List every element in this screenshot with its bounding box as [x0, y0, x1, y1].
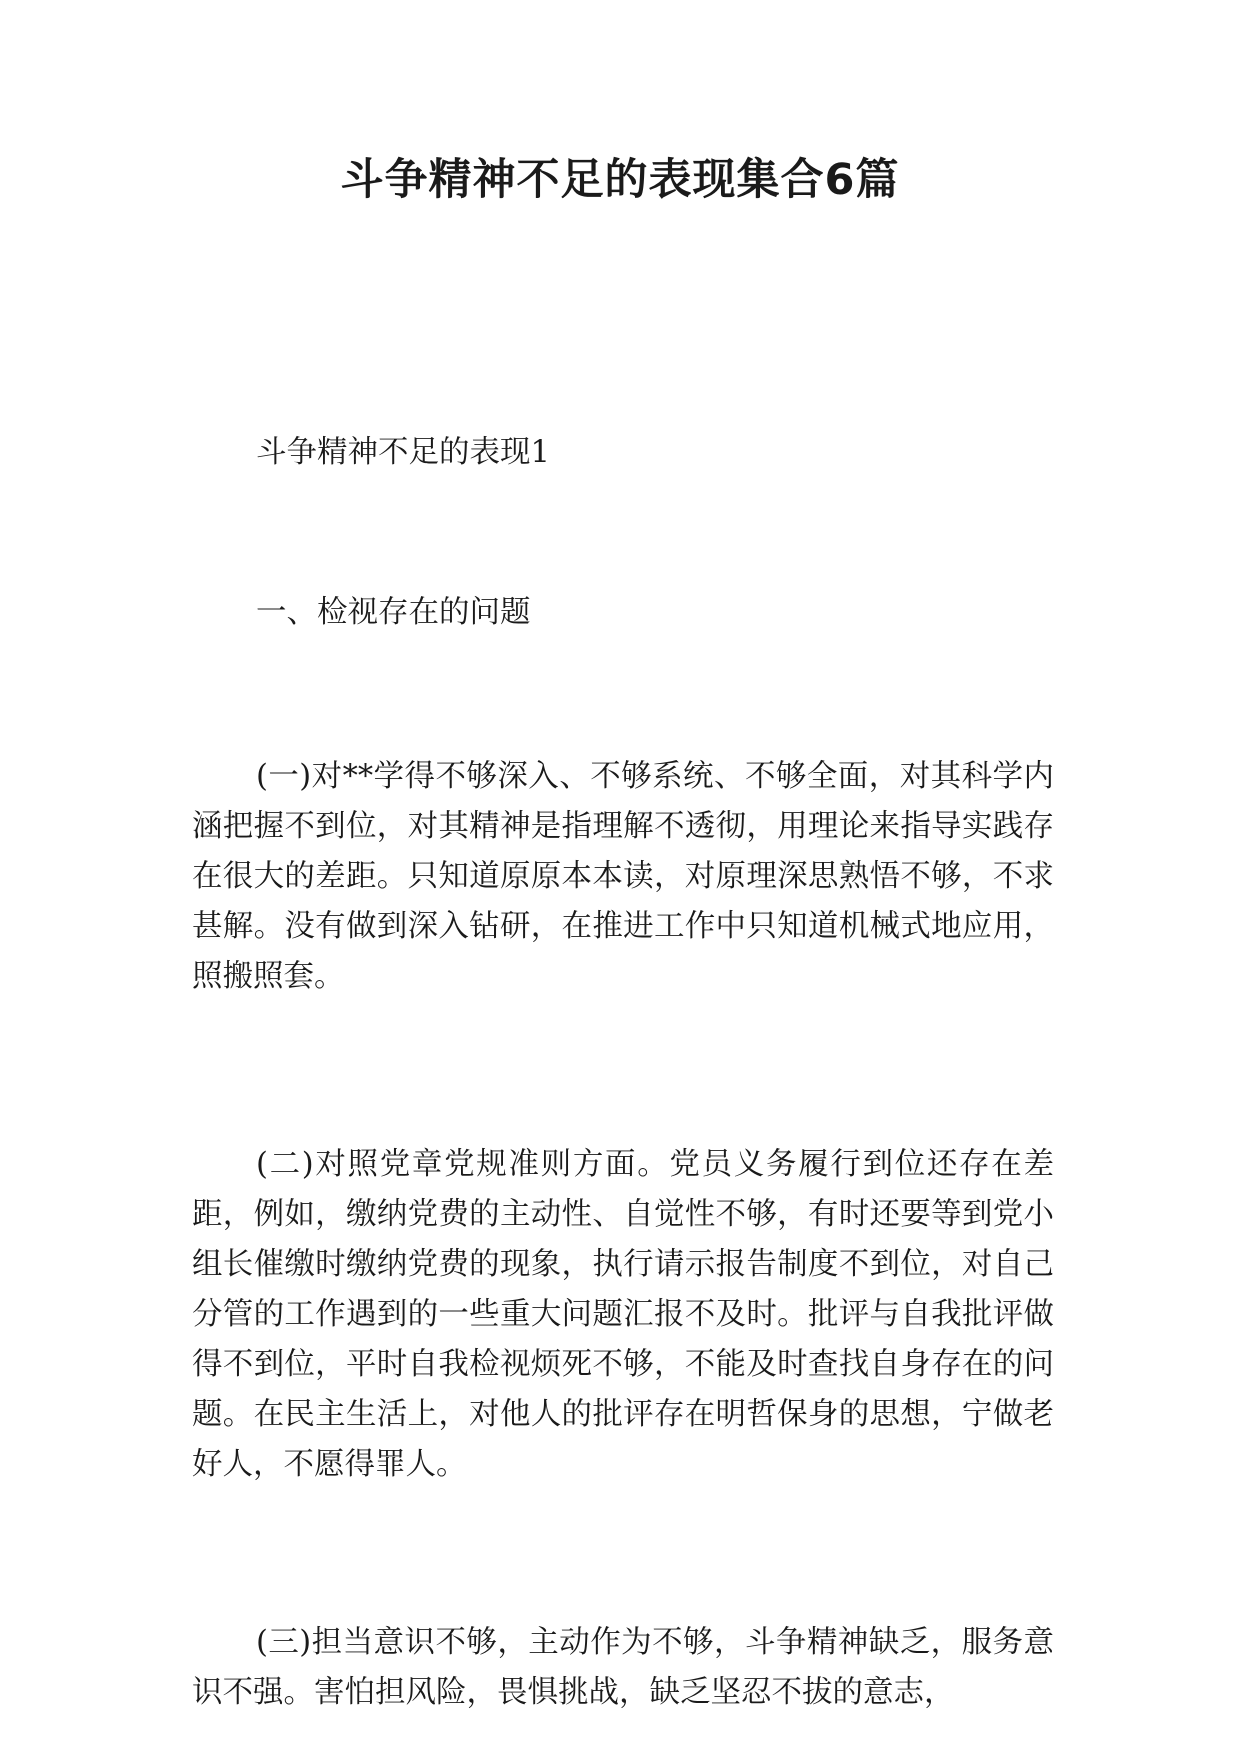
section-title: 斗争精神不足的表现1: [256, 435, 550, 470]
paragraph-item-three: (三)担当意识不够，主动作为不够，斗争精神缺乏，服务意识不强。害怕担风险，畏惧挑战，缺乏坚忍不拔的意志，: [192, 1625, 1054, 1710]
paragraph-item-two: (二)对照党章党规准则方面。党员义务履行到位还存在差距，例如，缴纳党费的主动性、自觉性不够，有时还要等到党小组长催缴时缴纳党费的现象，执行请示报告制度不到位，对自己分管的工作遇到的一些重大问题汇报不及时。批评与自我批评做得不到位，平时自我检视烦死不够，不能及时查找自身存在的问题。在民主生活上，对他人的批评存在明哲保身的思想，宁做老好人，不愿得罪人。: [192, 1147, 1054, 1482]
section-heading: 一、检视存在的问题: [256, 595, 531, 630]
document-title: 斗争精神不足的表现集合6篇: [340, 155, 900, 205]
paragraph-item-one: (一)对**学得不够深入、不够系统、不够全面，对其科学内涵把握不到位，对其精神是指理解不透彻，用理论来指导实践存在很大的差距。只知道原原本本读，对原理深思熟悟不够，不求甚解。没有做到深入钻研，在推进工作中只知道机械式地应用，照搬照套。: [192, 759, 1054, 994]
